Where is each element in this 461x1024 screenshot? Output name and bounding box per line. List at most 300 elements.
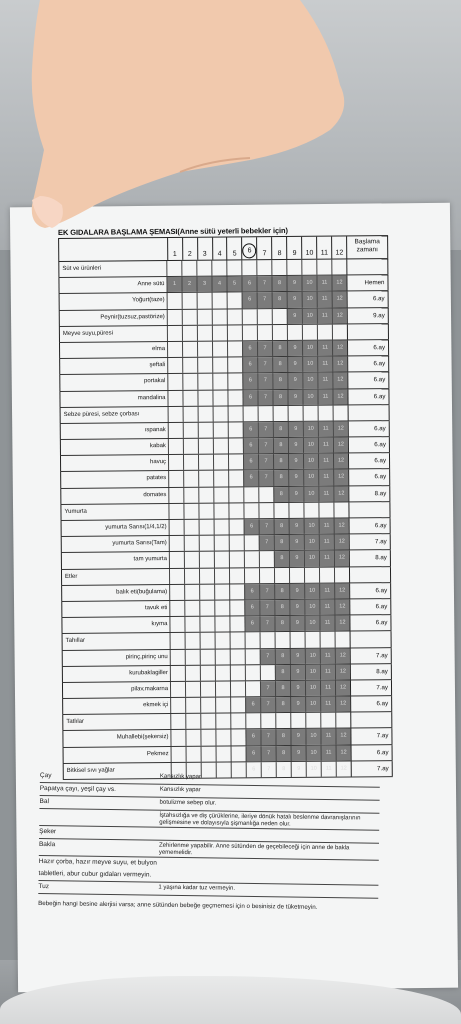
month-cell: 7 — [259, 600, 274, 615]
chart-title: EK GIDALARA BAŞLAMA ŞEMASI(Anne sütü yeterli bebekler için) — [58, 225, 288, 237]
month-cell — [215, 649, 230, 664]
month-cell — [229, 568, 244, 583]
header-label-cell — [58, 238, 167, 261]
month-number: 10 — [305, 249, 314, 257]
month-cell — [289, 567, 304, 582]
month-cell — [185, 730, 200, 745]
month-cell — [168, 439, 183, 454]
month-cell — [245, 665, 260, 680]
month-cell — [169, 617, 184, 632]
month-cell — [167, 342, 182, 357]
month-cell: 12 — [332, 292, 347, 307]
month-cell — [214, 520, 229, 535]
month-cell — [167, 326, 182, 341]
month-cell — [215, 698, 230, 713]
month-cell: 12 — [333, 470, 348, 485]
note-food: Papatya çayı, yeşil çay vs. — [39, 784, 117, 794]
month-cell: 6 — [242, 293, 257, 308]
month-cell: 10 — [301, 276, 316, 291]
month-cell — [272, 309, 287, 324]
month-cell: 6 — [242, 374, 257, 389]
month-cell: 7 — [259, 616, 274, 631]
month-cell — [227, 325, 242, 340]
month-cell — [226, 260, 241, 275]
month-cell — [318, 502, 333, 517]
month-cell — [260, 713, 275, 728]
month-cell: 6 — [241, 276, 256, 291]
month-cell — [245, 633, 260, 648]
month-cell: 6 — [244, 519, 259, 534]
month-cell — [182, 309, 197, 324]
month-cell: 6 — [245, 697, 260, 712]
month-cell — [170, 666, 185, 681]
month-cell: 7 — [260, 649, 275, 664]
month-cell: 9 — [288, 454, 303, 469]
month-cell: 6 — [243, 438, 258, 453]
month-number: 11 — [320, 249, 329, 257]
month-number: 5 — [232, 250, 237, 258]
month-cell: 9 — [287, 373, 302, 388]
month-cell — [317, 324, 332, 339]
month-cell: 8 — [275, 729, 290, 744]
month-cell — [287, 325, 302, 340]
month-cell: 10 — [306, 762, 321, 777]
month-cell: 6 — [242, 357, 257, 372]
month-cell — [199, 601, 214, 616]
month-cell — [213, 455, 228, 470]
month-header-1 — [167, 238, 182, 260]
note-food: Bal — [39, 797, 50, 806]
month-cell: 12 — [334, 599, 349, 614]
month-cell: 8 — [275, 697, 290, 712]
start-month-value: 6.ay — [348, 421, 390, 437]
month-cell: 8 — [271, 276, 286, 291]
month-cell — [167, 390, 182, 405]
food-label: Muhallebi(şekersiz) — [62, 730, 170, 746]
month-cell: 9 — [287, 341, 302, 356]
start-month-value: 6.ay — [348, 437, 390, 453]
month-cell — [170, 730, 185, 745]
month-cell: 9 — [289, 519, 304, 534]
month-cell: 10 — [302, 308, 317, 323]
month-cell — [183, 455, 198, 470]
food-label: portakal — [59, 374, 167, 390]
note-food — [39, 809, 159, 827]
month-header-5 — [227, 237, 242, 259]
month-header-12 — [331, 236, 346, 258]
month-cell: 12 — [335, 648, 350, 663]
month-number: 12 — [335, 249, 344, 257]
start-month-value: 9.ay — [347, 308, 389, 324]
month-cell — [169, 536, 184, 551]
month-cell: 9 — [288, 422, 303, 437]
month-cell — [183, 471, 198, 486]
month-cell — [260, 632, 275, 647]
month-cell — [198, 455, 213, 470]
food-label: yumurta Sarısı(1/4,1/2) — [61, 520, 169, 536]
month-cell — [167, 358, 182, 373]
category-label: Süt ve ürünleri — [58, 261, 166, 277]
month-header-6 — [241, 237, 256, 259]
month-cell: 7 — [259, 519, 274, 534]
month-cell — [274, 568, 289, 583]
month-cell — [275, 713, 290, 728]
month-cell — [182, 293, 197, 308]
month-cell — [183, 504, 198, 519]
month-cell: 8 — [274, 535, 289, 550]
month-cell: 11 — [318, 454, 333, 469]
month-cell — [227, 358, 242, 373]
month-cell — [169, 585, 184, 600]
month-cell: 6 — [244, 584, 259, 599]
notes-section — [38, 770, 380, 912]
month-cell — [184, 520, 199, 535]
month-cell: 8 — [272, 357, 287, 372]
month-cell — [290, 632, 305, 647]
month-cell: 7 — [260, 697, 275, 712]
month-cell: 12 — [334, 616, 349, 631]
month-cell — [214, 584, 229, 599]
month-cell: 8 — [275, 648, 290, 663]
month-cell — [197, 358, 212, 373]
month-cell: 6 — [246, 746, 261, 761]
food-label: yumurta Sarısı(Tam) — [61, 536, 169, 552]
month-cell: 10 — [303, 438, 318, 453]
month-cell — [199, 617, 214, 632]
month-number: 2 — [187, 250, 192, 258]
start-month-value: 6.ay — [349, 615, 391, 631]
month-cell: 9 — [287, 357, 302, 372]
month-cell: 7 — [260, 730, 275, 745]
month-cell — [212, 325, 227, 340]
month-cell — [241, 260, 256, 275]
month-cell: 8 — [272, 292, 287, 307]
month-cell: 8 — [274, 519, 289, 534]
start-month-value — [347, 324, 389, 340]
month-cell — [230, 633, 245, 648]
month-cell — [182, 390, 197, 405]
category-label: Tatlılar — [62, 714, 170, 730]
month-cell — [244, 552, 259, 567]
food-label: kabak — [60, 439, 168, 455]
month-cell — [198, 471, 213, 486]
month-cell — [243, 406, 258, 421]
month-cell: 10 — [303, 486, 318, 501]
food-label: elma — [59, 342, 167, 358]
month-header-9 — [286, 237, 301, 259]
food-label: patates — [60, 471, 168, 487]
start-month-value: 6.ay — [349, 599, 391, 615]
month-cell — [185, 714, 200, 729]
month-cell — [230, 649, 245, 664]
month-cell — [185, 665, 200, 680]
month-cell — [244, 535, 259, 550]
month-cell — [185, 649, 200, 664]
month-cell — [229, 617, 244, 632]
notes-list — [38, 770, 380, 899]
month-cell: 10 — [302, 389, 317, 404]
month-cell: 12 — [336, 745, 351, 760]
month-cell: 10 — [302, 341, 317, 356]
month-cell — [332, 324, 347, 339]
month-cell: 11 — [319, 551, 334, 566]
month-cell — [258, 487, 273, 502]
month-cell — [201, 746, 216, 761]
month-cell: 12 — [334, 551, 349, 566]
month-cell — [245, 681, 260, 696]
month-cell: 6 — [243, 471, 258, 486]
month-cell — [286, 260, 301, 275]
month-cell — [333, 502, 348, 517]
month-number: 4 — [217, 250, 222, 258]
month-cell: 7 — [256, 276, 271, 291]
month-number: 9 — [292, 249, 297, 257]
start-month-value: 7.ay — [350, 648, 392, 664]
month-cell — [200, 633, 215, 648]
month-cell: 12 — [332, 357, 347, 372]
month-cell: 11 — [316, 276, 331, 291]
month-cell — [304, 567, 319, 582]
month-cell: 9 — [287, 308, 302, 323]
month-cell: 9 — [289, 535, 304, 550]
month-cell — [242, 309, 257, 324]
month-cell: 12 — [331, 276, 346, 291]
month-cell: 11 — [321, 761, 336, 776]
month-cell — [331, 259, 346, 274]
note-warning — [158, 858, 378, 885]
month-cell — [212, 293, 227, 308]
month-cell: 11 — [319, 600, 334, 615]
month-cell — [197, 293, 212, 308]
month-cell — [212, 309, 227, 324]
food-label: domates — [60, 488, 168, 504]
month-cell — [228, 422, 243, 437]
month-cell: 6 — [245, 730, 260, 745]
month-cell — [213, 471, 228, 486]
month-cell: 10 — [303, 470, 318, 485]
month-cell — [320, 632, 335, 647]
month-cell — [228, 455, 243, 470]
month-cell — [258, 406, 273, 421]
start-month-value: 7.ay — [349, 534, 391, 550]
month-cell: 11 — [320, 664, 335, 679]
month-cell: 1 — [166, 277, 181, 292]
month-cell — [214, 536, 229, 551]
food-label: kurubaklagiller — [62, 666, 170, 682]
month-cell: 8 — [274, 600, 289, 615]
month-cell: 10 — [305, 648, 320, 663]
month-cell: 8 — [272, 373, 287, 388]
month-cell — [170, 714, 185, 729]
start-month-value: 6.ay — [349, 518, 391, 534]
month-number: 8 — [277, 250, 282, 258]
note-warning: Kansızlık yapar — [159, 773, 201, 781]
month-cell: 12 — [335, 680, 350, 695]
month-header-8 — [271, 237, 286, 259]
month-cell — [335, 713, 350, 728]
month-cell — [168, 504, 183, 519]
month-cell: 8 — [274, 584, 289, 599]
month-cell: 11 — [319, 583, 334, 598]
month-cell — [200, 649, 215, 664]
month-cell — [212, 341, 227, 356]
month-cell: 9 — [288, 438, 303, 453]
month-cell — [227, 374, 242, 389]
month-cell — [182, 358, 197, 373]
month-cell — [275, 632, 290, 647]
start-month-value: 8.ay — [349, 550, 391, 566]
month-cell: 7 — [261, 746, 276, 761]
month-cell — [319, 567, 334, 582]
month-cell: 10 — [305, 681, 320, 696]
food-label: Pekmez — [63, 747, 171, 763]
month-header-10 — [301, 237, 316, 259]
month-cell — [215, 633, 230, 648]
month-cell: 10 — [304, 600, 319, 615]
chart-header-row — [58, 235, 388, 262]
month-cell: 7 — [258, 454, 273, 469]
month-cell: 8 — [274, 616, 289, 631]
category-label: Bitkisel sıvı yağlar — [63, 763, 171, 779]
month-cell: 9 — [289, 600, 304, 615]
month-cell — [170, 682, 185, 697]
month-cell — [215, 714, 230, 729]
month-cell — [183, 423, 198, 438]
month-cell — [243, 503, 258, 518]
month-cell: 8 — [273, 487, 288, 502]
month-cell: 9 — [290, 697, 305, 712]
month-cell: 11 — [320, 680, 335, 695]
month-cell: 7 — [258, 438, 273, 453]
month-cell: 8 — [276, 762, 291, 777]
month-cell — [184, 568, 199, 583]
food-label: Peynir(tuzsuz,pastörize) — [59, 310, 167, 326]
start-month-value: 8.ay — [350, 664, 392, 680]
month-cell — [168, 407, 183, 422]
month-cell — [199, 568, 214, 583]
month-cell: 10 — [304, 551, 319, 566]
month-cell: 7 — [258, 471, 273, 486]
month-cell: 11 — [318, 438, 333, 453]
note-warning: 1 yaşına kadar tuz vermeyin. — [158, 884, 236, 892]
month-cell — [170, 698, 185, 713]
start-month-value: 6.ay — [351, 745, 393, 761]
start-time-header: Başlama zamanı — [346, 236, 388, 258]
month-cell: 11 — [317, 373, 332, 388]
month-cell — [227, 341, 242, 356]
month-cell: 11 — [317, 308, 332, 323]
food-label: pilav,makarna — [62, 682, 170, 698]
month-cell: 7 — [257, 373, 272, 388]
month-cell — [200, 714, 215, 729]
month-cell — [316, 260, 331, 275]
month-cell — [273, 406, 288, 421]
month-cell — [273, 503, 288, 518]
month-cell: 7 — [260, 681, 275, 696]
month-cell: 12 — [333, 421, 348, 436]
month-cell — [303, 405, 318, 420]
month-cell: 11 — [320, 729, 335, 744]
month-cell — [198, 423, 213, 438]
month-cell — [198, 487, 213, 502]
month-cell — [318, 405, 333, 420]
month-cell: 12 — [335, 664, 350, 679]
month-cell — [184, 617, 199, 632]
month-cell — [198, 439, 213, 454]
month-cell — [333, 405, 348, 420]
month-cell: 11 — [317, 341, 332, 356]
month-cell: 12 — [333, 454, 348, 469]
month-cell — [197, 374, 212, 389]
start-month-value: 6.ay — [347, 389, 389, 405]
month-cell: 10 — [304, 583, 319, 598]
food-label: Yoğurt(taze) — [59, 293, 167, 309]
month-cell — [335, 632, 350, 647]
month-cell — [181, 261, 196, 276]
month-cell — [305, 713, 320, 728]
month-cell: 8 — [272, 341, 287, 356]
start-month-value: 6.ay — [348, 453, 390, 469]
month-cell — [214, 552, 229, 567]
month-cell: 10 — [305, 697, 320, 712]
food-label: balık eti(buğulama) — [61, 585, 169, 601]
month-cell: 12 — [336, 761, 351, 776]
month-cell — [244, 568, 259, 583]
month-cell: 9 — [290, 681, 305, 696]
month-cell: 12 — [335, 729, 350, 744]
month-cell — [259, 568, 274, 583]
month-cell: 12 — [332, 308, 347, 323]
month-cell: 11 — [318, 486, 333, 501]
month-cell — [228, 471, 243, 486]
month-cell — [215, 665, 230, 680]
food-label: Anne sütü — [58, 277, 166, 293]
month-cell — [229, 552, 244, 567]
month-cell: 6 — [243, 422, 258, 437]
start-month-value: 6.ay — [347, 372, 389, 388]
month-cell: 7 — [257, 357, 272, 372]
month-cell: 9 — [287, 389, 302, 404]
month-cell: 10 — [306, 745, 321, 760]
month-cell: 7 — [259, 535, 274, 550]
month-cell: 9 — [286, 276, 301, 291]
month-header-4 — [212, 238, 227, 260]
month-cell — [211, 261, 226, 276]
month-cell: 6 — [242, 390, 257, 405]
month-cell: 12 — [332, 340, 347, 355]
month-cell — [182, 342, 197, 357]
month-cell — [166, 261, 181, 276]
month-cell: 10 — [303, 454, 318, 469]
month-cell: 7 — [257, 341, 272, 356]
month-cell — [229, 584, 244, 599]
category-label: Meyve suyu,püresi — [59, 326, 167, 342]
note-food: Tuz — [38, 882, 50, 891]
month-cell — [228, 406, 243, 421]
month-cell: 7 — [261, 762, 276, 777]
food-label: ıspanak — [60, 423, 168, 439]
month-cell: 12 — [333, 486, 348, 501]
food-label: pirinç,pirinç unu — [62, 650, 170, 666]
month-cell — [301, 260, 316, 275]
start-month-value: 6.ay — [347, 291, 389, 307]
month-cell — [200, 698, 215, 713]
month-number: 6 — [243, 243, 257, 258]
month-cell — [200, 682, 215, 697]
month-cell: 10 — [304, 519, 319, 534]
month-cell — [215, 730, 230, 745]
month-cell: 7 — [257, 293, 272, 308]
